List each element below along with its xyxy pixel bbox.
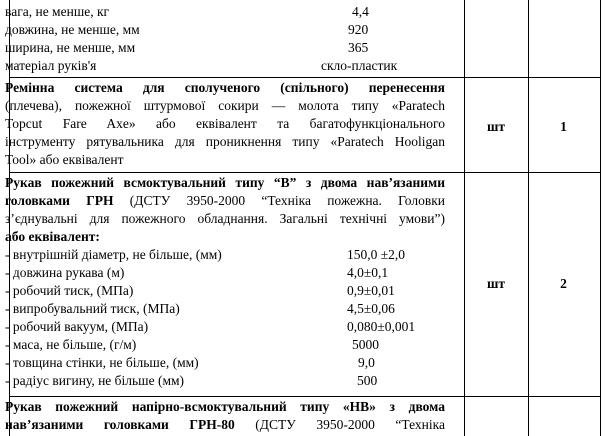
spec-label: - випробувальний тиск, (МПа)	[5, 301, 180, 316]
spec-line	[5, 355, 460, 371]
spec-line	[5, 22, 460, 38]
spec-label: - робочий тиск, (МПа)	[5, 283, 134, 298]
spec-line	[5, 247, 460, 263]
item-title-bold: головками ГРН	[5, 193, 114, 208]
row-divider	[10, 77, 600, 78]
item-title-rest: (ДСТУ 3950-2000 “Техніка	[234, 417, 445, 432]
spec-value: скло-пластик	[321, 58, 398, 73]
item-title-line: Ремінна система для сполученого (спільного) перенесення	[5, 80, 445, 95]
item-title-line: або еквівалент:	[5, 229, 100, 244]
item-title-line	[5, 417, 445, 433]
spec-line	[5, 283, 460, 299]
spec-value: 150,0 ±2,0	[347, 247, 406, 262]
qty-cell: 1	[560, 119, 567, 134]
qty-cell: 2	[560, 276, 567, 291]
spec-line	[5, 40, 460, 56]
item-title-line: Рукав пожежний всмоктувальний типу “В” з двома нав’язаними	[5, 175, 445, 190]
item-title-line: Рукав пожежний напірно-всмоктувальний типу «НВ» з двома	[5, 399, 445, 414]
item-title-rest: (ДСТУ 3950-2000 “Техніка пожежна. Головки	[113, 193, 446, 208]
spec-value: 365	[348, 40, 369, 55]
unit-cell: шт	[486, 276, 506, 291]
spec-line	[5, 301, 460, 317]
spec-value: 0,9±0,01	[347, 283, 395, 298]
row-divider	[10, 172, 600, 173]
item-title-bold: нав’язаними головками ГРН-80	[5, 417, 235, 432]
unit-cell: шт	[486, 119, 506, 134]
column-divider-unit	[464, 0, 465, 436]
row-divider	[10, 396, 600, 397]
item-title-line: Topcut Fare Axe» або еквівалент та багатофункціонального	[5, 116, 445, 131]
spec-line	[5, 265, 460, 281]
spec-label: ширина, не менше, мм	[5, 40, 136, 55]
spec-line	[5, 58, 460, 74]
item-title-line: Tool» або еквівалент	[5, 152, 124, 167]
spec-value: 5000	[352, 337, 379, 352]
spec-label: матеріал руків'я	[5, 58, 97, 73]
spec-label: - внутрішній діаметр, не більше, (мм)	[5, 247, 222, 262]
item-title-line: з’єднувальні для пожежного обладнання. Загальні технічні умови”)	[5, 211, 445, 226]
spec-label: - радіус вигину, не більше (мм)	[5, 373, 185, 388]
spec-label: - товщина стінки, не більше, (мм)	[5, 355, 199, 370]
spec-label: вага, не менше, кг	[5, 4, 110, 19]
spec-label: довжина, не менше, мм	[5, 22, 140, 37]
spec-label: - робочий вакуум, (МПа)	[5, 319, 149, 334]
spec-value: 9,0	[358, 355, 375, 370]
spec-value: 4,0±0,1	[347, 265, 389, 280]
spec-value: 4,4	[352, 4, 369, 19]
item-title-line: інструменту рятувальника для проникнення типу «Paratech Hooligan	[5, 134, 445, 149]
spec-line	[5, 337, 460, 353]
item-title-line	[5, 193, 445, 209]
spec-line	[5, 319, 460, 335]
spec-label: - довжина рукава (м)	[5, 265, 125, 280]
spec-value: 0,080±0,001	[347, 319, 416, 334]
spec-value: 920	[348, 22, 369, 37]
spec-value: 4,5±0,06	[347, 301, 395, 316]
spec-value: 500	[357, 373, 378, 388]
spec-label: - маса, не більше, (г/м)	[5, 337, 137, 352]
spec-line	[5, 4, 460, 20]
spec-line	[5, 373, 460, 389]
item-title-line: (плечева), пожежної штурмової сокири — молота типу «Paratech	[5, 98, 445, 113]
column-divider-qty	[528, 0, 529, 436]
